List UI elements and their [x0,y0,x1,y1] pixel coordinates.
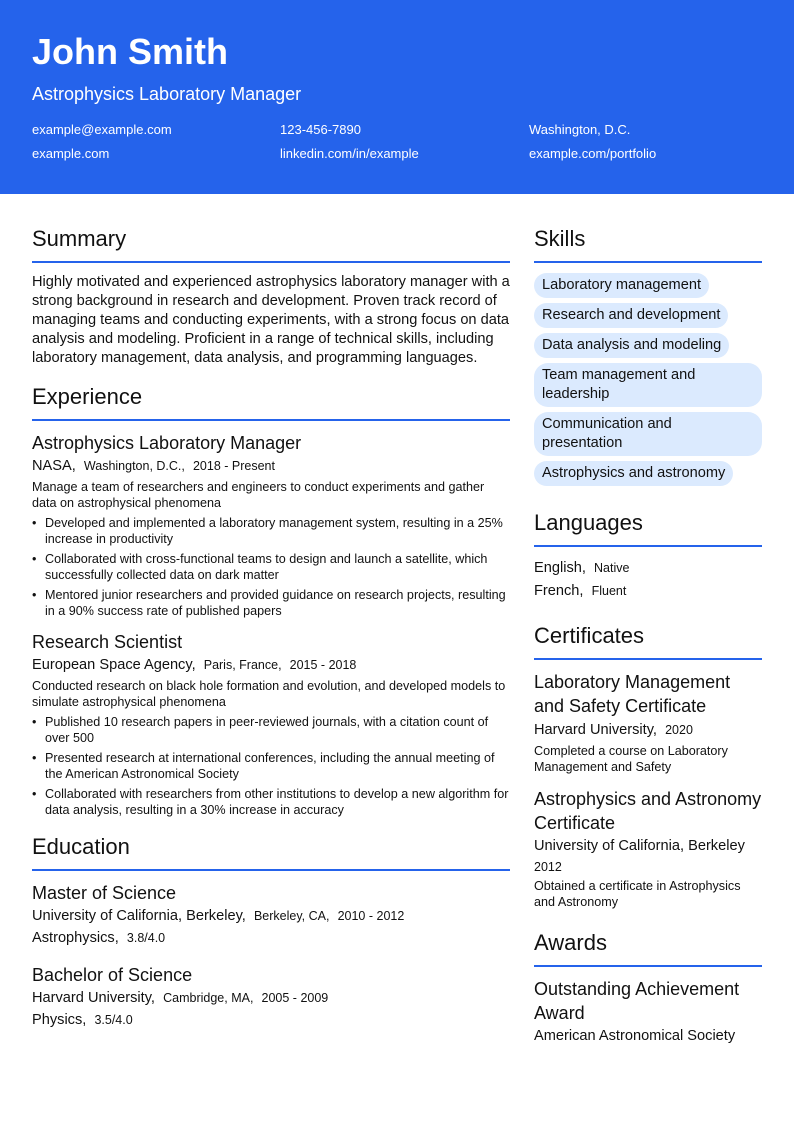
certificate-year: 2020 [665,723,693,737]
award-entry [534,977,762,1046]
school-name: University of California, Berkeley, [32,908,246,924]
certificate-entry [534,670,762,775]
certificate-year: 2012 [534,860,562,874]
education-field [32,1009,510,1031]
degree-title: Master of Science [32,883,177,903]
skills-section [534,224,762,486]
certificate-description: Obtained a certificate in Astrophysics and Astronomy [534,879,741,909]
job-org: NASA, [32,458,76,474]
language-name: French, [534,583,584,599]
section-title-certificates: Certificates [534,621,762,660]
language-level: Native [594,561,630,575]
gpa: 3.5/4.0 [94,1013,133,1027]
skill-pill: Team management and leadership [534,363,762,407]
experience-entry [32,630,510,818]
section-title-awards: Awards [534,928,762,967]
certificates-section [534,621,762,910]
award-org: American Astronomical Society [534,1028,736,1044]
skill-pill: Research and development [534,303,728,328]
language-item [534,557,762,580]
languages-section [534,508,762,603]
education-meta [32,987,510,1009]
education-meta [32,905,510,927]
job-org: European Space Agency, [32,657,196,673]
gpa: 3.8/4.0 [126,931,166,945]
school-location: Cambridge, MA, [163,991,254,1005]
skills-list [534,273,762,486]
skill-pill: Data analysis and modeling [534,333,729,358]
language-item [534,580,762,603]
contact-email[interactable]: example@example.com [32,122,172,137]
award-title: Outstanding Achievement Award [534,979,740,1023]
job-location: Washington, D.C., [83,459,185,473]
job-bullets [32,515,510,619]
education-entry [32,881,510,949]
school-name: Harvard University, [32,990,155,1006]
language-level: Fluent [591,584,627,598]
skill-pill: Laboratory management [534,273,709,298]
candidate-role: Astrophysics Laboratory Manager [32,84,302,104]
bullet-item: • Collaborated with cross-functional teams to design and launch a satellite, which successfully collected data on dark matter [32,551,510,583]
job-meta [32,455,510,477]
experience-section [32,382,510,818]
field-of-study: Physics, [32,1012,87,1028]
section-title-experience: Experience [32,382,510,421]
certificate-entry [534,787,762,910]
sidebar-column [534,224,762,1046]
bullet-item: • Collaborated with researchers from other institutions to develop a new algorithm for data analysis, resulting in a 30% increase in accuracy [32,786,510,818]
bullet-item: • Developed and implemented a laboratory management system, resulting in a 25% increase in productivity [32,515,510,547]
contact-website[interactable]: example.com [32,146,110,161]
bullet-item: • Mentored junior researchers and provided guidance on research projects, resulting in a 90% success rate of published papers [32,587,510,619]
contact-linkedin[interactable]: linkedin.com/in/example [280,146,419,161]
job-location: Paris, France, [203,658,282,672]
certificate-org: Harvard University, [534,722,657,738]
certificate-org: University of California, Berkeley [534,838,745,854]
job-bullets [32,714,510,818]
contact-phone[interactable]: 123-456-7890 [280,122,361,137]
skill-pill: Astrophysics and astronomy [534,461,733,486]
job-title: Research Scientist [32,632,183,652]
contact-portfolio[interactable]: example.com/portfolio [529,146,657,161]
job-meta [32,654,510,676]
job-dates: 2018 - Present [192,459,275,473]
awards-section [534,928,762,1046]
job-title: Astrophysics Laboratory Manager [32,433,302,453]
summary-text: Highly motivated and experienced astrophysics laboratory manager with a strong background in research and development. Proven track record of managing teams and conducting experiments, with a strong focus on data analysis and modeling. Proficient in a range of technical skills, including laboratory management, data analysis, and programming languages. [32,274,510,366]
contact-location: Washington, D.C. [529,122,631,137]
degree-title: Bachelor of Science [32,965,193,985]
certificate-meta [534,719,762,742]
section-title-skills: Skills [534,224,762,263]
education-dates: 2005 - 2009 [261,991,329,1005]
main-column [32,224,510,1031]
job-description: Conducted research on black hole formation and evolution, and developed models to simulate astrophysical phenomena [32,679,506,709]
experience-entry [32,431,510,619]
certificate-title: Astrophysics and Astronomy Certificate [534,789,762,833]
section-title-languages: Languages [534,508,762,547]
certificate-title: Laboratory Management and Safety Certificate [534,672,731,716]
candidate-name: John Smith [32,31,228,72]
school-location: Berkeley, CA, [253,909,330,923]
field-of-study: Astrophysics, [32,930,119,946]
certificate-description: Completed a course on Laboratory Management and Safety [534,744,728,774]
skill-pill: Communication and presentation [534,412,762,456]
education-dates: 2010 - 2012 [337,909,405,923]
resume-header [0,0,794,194]
summary-section [32,224,510,368]
job-dates: 2015 - 2018 [289,658,357,672]
section-title-summary: Summary [32,224,510,263]
job-description: Manage a team of researchers and engineers to conduct experiments and gather data on astrophysical phenomena [32,480,485,510]
bullet-item: • Presented research at international conferences, including the annual meeting of the American Astronomical Society [32,750,510,782]
education-entry [32,963,510,1031]
language-name: English, [534,560,586,576]
section-title-education: Education [32,832,510,871]
education-section [32,832,510,1031]
education-field [32,927,510,949]
bullet-item: • Published 10 research papers in peer-reviewed journals, with a citation count of over 500 [32,714,510,746]
